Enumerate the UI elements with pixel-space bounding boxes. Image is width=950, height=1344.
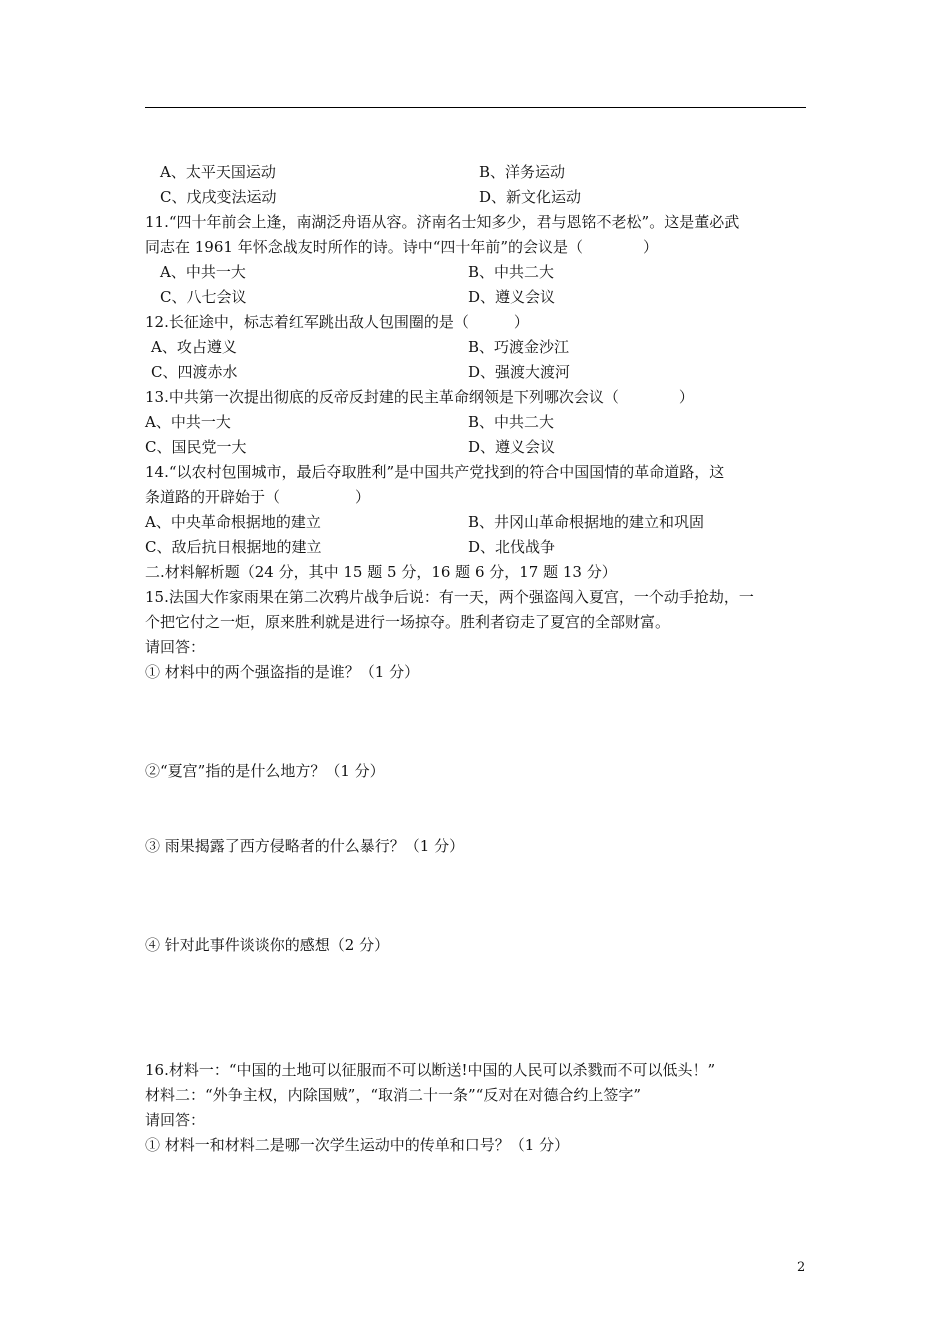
q10-option-a: A、太平天国运动 (160, 163, 276, 181)
q13-text: 13.中共第一次提出彻底的反帝反封建的民主革命纲领是下列哪次会议（ ） (145, 388, 694, 406)
q15-prompt: 请回答： (145, 638, 206, 656)
q12-option-a: A、攻占遵义 (151, 338, 237, 356)
q14-option-b: B、井冈山革命根据地的建立和巩固 (468, 513, 705, 531)
q11-option-c: C、八七会议 (160, 288, 247, 306)
q15-sub4: ④ 针对此事件谈谈你的感想（2 分） (145, 936, 390, 954)
q10-option-c: C、戊戌变法运动 (160, 188, 277, 206)
q15-sub1: ① 材料中的两个强盗指的是谁？（1 分） (145, 663, 420, 681)
q12-option-c: C、四渡赤水 (151, 363, 238, 381)
q16-material2: 材料二：“外争主权，内除国贼”，“取消二十一条”“反对在对德合约上签字” (145, 1086, 642, 1104)
q11-text-line2: 同志在 1961 年怀念战友时所作的诗。诗中“四十年前”的会议是（ ） (145, 238, 659, 256)
q14-option-c: C、敌后抗日根据地的建立 (145, 538, 322, 556)
q12-option-b: B、巧渡金沙江 (468, 338, 570, 356)
q13-option-c: C、国民党一大 (145, 438, 247, 456)
q11-option-a: A、中共一大 (160, 263, 246, 281)
q16-sub1: ① 材料一和材料二是哪一次学生运动中的传单和口号？（1 分） (145, 1136, 570, 1154)
q13-option-d: D、遵义会议 (468, 438, 556, 456)
q13-option-b: B、中共二大 (468, 413, 555, 431)
q15-sub3: ③ 雨果揭露了西方侵略者的什么暴行？（1 分） (145, 837, 465, 855)
q15-text-line1: 15.法国大作家雨果在第二次鸦片战争后说：有一天，两个强盗闯入夏宫，一个动手抢劫，一 (145, 588, 754, 606)
q16-material1: 16.材料一：“中国的土地可以征服而不可以断送!中国的人民可以杀戮而不可以低头！” (145, 1061, 716, 1079)
q10-option-b: B、洋务运动 (479, 163, 566, 181)
q14-option-a: A、中央革命根据地的建立 (145, 513, 321, 531)
q15-sub2: ②“夏宫”指的是什么地方？（1 分） (145, 762, 385, 780)
q12-text: 12.长征途中，标志着红军跳出敌人包围圈的是（ ） (145, 313, 529, 331)
q14-option-d: D、北伐战争 (468, 538, 556, 556)
q12-option-d: D、强渡大渡河 (468, 363, 571, 381)
header-rule (145, 107, 806, 108)
q14-text-line1: 14.“以农村包围城市，最后夺取胜利”是中国共产党找到的符合中国国情的革命道路，这 (145, 463, 725, 481)
q15-text-line2: 个把它付之一炬，原来胜利就是进行一场掠夺。胜利者窃走了夏宫的全部财富。 (145, 613, 671, 631)
q14-text-line2: 条道路的开辟始于（ ） (145, 488, 371, 506)
q16-prompt: 请回答： (145, 1111, 206, 1129)
q11-option-b: B、中共二大 (468, 263, 555, 281)
q11-option-d: D、遵义会议 (468, 288, 556, 306)
q11-text-line1: 11.“四十年前会上逢，南湖泛舟语从容。济南名士知多少，君与恩铭不老松”。这是董必武 (145, 213, 740, 231)
q13-option-a: A、中共一大 (145, 413, 231, 431)
q10-option-d: D、新文化运动 (479, 188, 582, 206)
page-number: 2 (797, 1260, 806, 1275)
section2-heading: 二.材料解析题（24 分，其中 15 题 5 分，16 题 6 分，17 题 13 分） (145, 563, 617, 581)
